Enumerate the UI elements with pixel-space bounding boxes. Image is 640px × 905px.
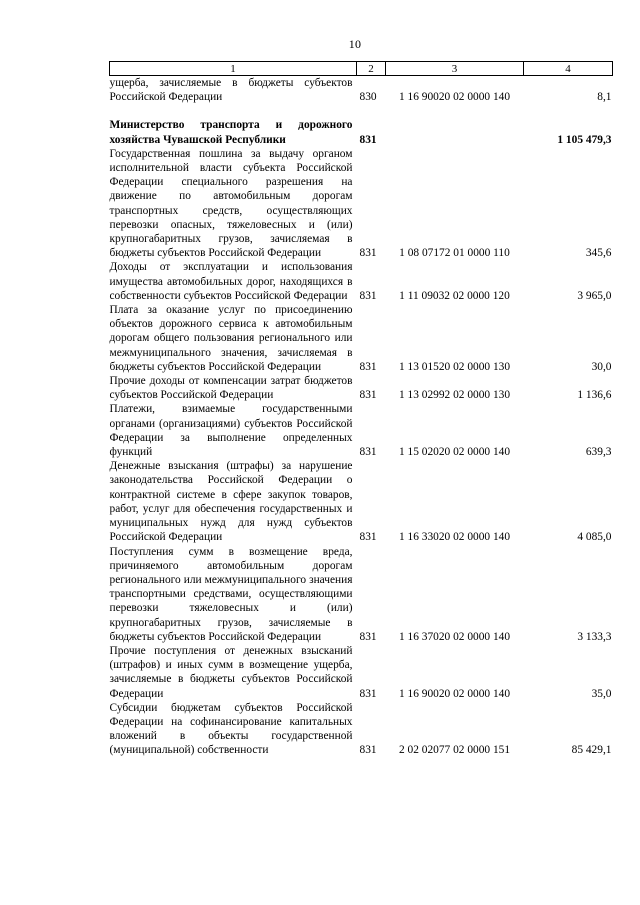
row-sum: 345,6 xyxy=(585,247,612,260)
row-name: Платежи, взимаемые государственными органами (организациями) субъектов Российской Федерации за выполнение определенных функций xyxy=(109,403,353,459)
revenue-table-container xyxy=(109,61,612,758)
row-budget-code: 1 16 90020 02 0000 140 xyxy=(398,687,511,700)
row-budget-code: 2 02 02077 02 0000 151 xyxy=(398,744,511,757)
row-sum: 4 085,0 xyxy=(577,531,612,544)
column-header-4: 4 xyxy=(524,62,613,76)
row-name: Субсидии бюджетам субъектов Российской Федерации на софинансирование капитальных вложений в объекты государственной (муниципальной) собственности xyxy=(109,701,353,757)
row-name: Государственная пошлина за выдачу органом исполнительной власти субъекта Российской Федерации специального разрешения на движение по автомобильным дорогам транспортных средств, осуществляющих перевозки опасных, тяжеловесных и (или) крупногабаритных грузов, зачисляемая в бюджеты субъектов Российской Федерации xyxy=(109,147,353,260)
row-budget-code: 1 13 01520 02 0000 130 xyxy=(398,360,511,373)
row-name: ущерба, зачисляемые в бюджеты субъектов Российской Федерации xyxy=(109,77,353,104)
row-budget-code: 1 16 90020 02 0000 140 xyxy=(398,91,511,104)
ministry-admin-code: 831 xyxy=(359,133,377,146)
row-sum: 1 136,6 xyxy=(577,389,612,402)
table-row xyxy=(110,260,613,303)
table-row xyxy=(110,76,613,105)
column-header-1: 1 xyxy=(110,62,357,76)
row-name: Денежные взыскания (штрафы) за нарушение законодательства Российской Федерации о контрактной системе в сфере закупок товаров, работ, услуг для обеспечения государственных и муниципальных нужд для нужд субъектов Российской Федерации xyxy=(109,460,353,544)
row-admin-code: 831 xyxy=(359,360,377,373)
table-row xyxy=(110,402,613,459)
row-admin-code: 831 xyxy=(359,744,377,757)
row-sum: 35,0 xyxy=(591,687,612,700)
ministry-total-sum: 1 105 479,3 xyxy=(557,133,612,146)
table-header-row xyxy=(110,62,613,76)
row-sum: 30,0 xyxy=(591,360,612,373)
row-budget-code: 1 13 02992 02 0000 130 xyxy=(398,389,511,402)
row-admin-code: 831 xyxy=(359,289,377,302)
row-admin-code: 831 xyxy=(359,687,377,700)
row-budget-code: 1 11 09032 02 0000 120 xyxy=(399,289,510,302)
row-sum: 85 429,1 xyxy=(571,744,612,757)
ministry-budget-code xyxy=(386,118,524,146)
row-name: Доходы от эксплуатации и использования имущества автомобильных дорог, находящихся в собственности субъектов Российской Федерации xyxy=(109,261,353,302)
row-name: Плата за оказание услуг по присоединению объектов дорожного сервиса к автомобильным дорогам общего пользования регионального или межмуниципального значения, зачисляемая в бюджеты субъектов Российской Федерации xyxy=(109,304,353,373)
row-name: Прочие доходы от компенсации затрат бюджетов субъектов Российской Федерации xyxy=(109,375,353,402)
table-row xyxy=(110,374,613,402)
row-sum: 639,3 xyxy=(585,446,612,459)
row-admin-code: 831 xyxy=(359,446,377,459)
row-admin-code: 831 xyxy=(359,247,377,260)
table-row xyxy=(110,701,613,758)
row-sum: 3 965,0 xyxy=(577,289,612,302)
ministry-name: Министерство транспорта и дорожного хозяйства Чувашской Республики xyxy=(109,119,353,146)
row-budget-code: 1 16 37020 02 0000 140 xyxy=(398,630,511,643)
row-admin-code: 831 xyxy=(359,630,377,643)
row-name: Прочие поступления от денежных взысканий (штрафов) и иных сумм в возмещение ущерба, зачисляемые в бюджеты субъектов Российской Федерации xyxy=(109,644,353,700)
row-admin-code: 830 xyxy=(359,91,377,104)
ministry-header-row xyxy=(110,118,613,146)
row-budget-code: 1 15 02020 02 0000 140 xyxy=(398,446,511,459)
table-row xyxy=(110,303,613,374)
row-budget-code: 1 16 33020 02 0000 140 xyxy=(398,531,511,544)
page-number: 10 xyxy=(348,37,362,51)
row-sum: 8,1 xyxy=(597,91,612,104)
row-name: Поступления сумм в возмещение вреда, причиняемого автомобильным дорогам регионального или межмуниципального значения транспортными средствами, осуществляющими перевозки тяжеловесных и (или) крупногабаритных грузов, зачисляемые в бюджеты субъектов Российской Федерации xyxy=(109,545,353,643)
row-spacer xyxy=(110,104,613,118)
row-admin-code: 831 xyxy=(359,389,377,402)
column-header-2: 2 xyxy=(357,62,386,76)
table-row xyxy=(110,459,613,544)
table-row xyxy=(110,545,613,644)
table-row xyxy=(110,147,613,261)
row-budget-code: 1 08 07172 01 0000 110 xyxy=(399,247,510,260)
row-admin-code: 831 xyxy=(359,531,377,544)
revenue-table xyxy=(109,61,613,758)
row-sum: 3 133,3 xyxy=(577,630,612,643)
table-row xyxy=(110,644,613,701)
column-header-3: 3 xyxy=(386,62,524,76)
